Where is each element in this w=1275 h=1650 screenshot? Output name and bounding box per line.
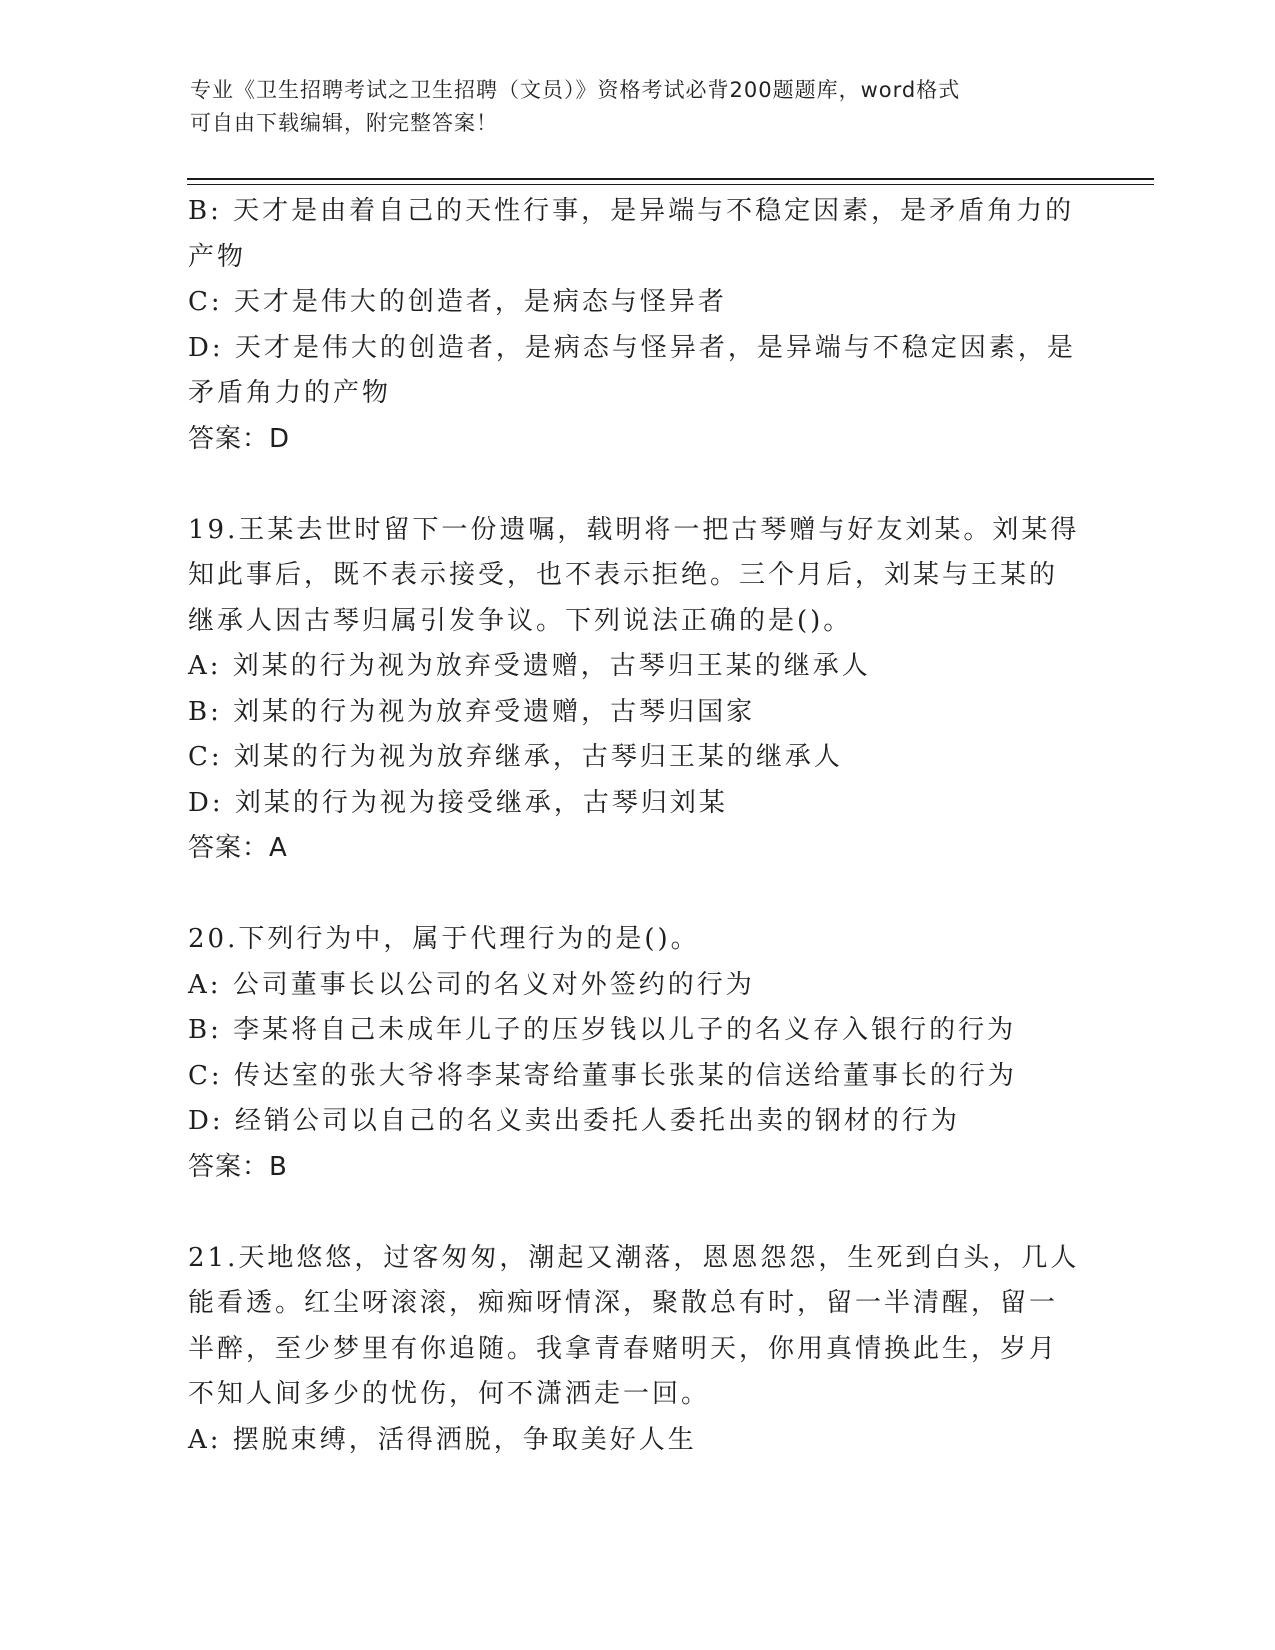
- answer-line: 答案：A: [188, 833, 288, 863]
- option-a: A: 公司董事长以公司的名义对外签约的行为: [188, 969, 755, 1000]
- header-line-2: 可自由下载编辑，附完整答案！: [190, 111, 498, 135]
- document-header: [190, 74, 1090, 140]
- option-c: C: 传达室的张大爷将李某寄给董事长张某的信送给董事长的行为: [188, 1060, 1017, 1091]
- option-c: C: 天才是伟大的创造者，是病态与怪异者: [188, 287, 727, 317]
- option-b: B: 天才是由着自己的天性行事，是异端与不稳定因素，是矛盾角力的: [188, 196, 1075, 226]
- option-a: A: 刘某的行为视为放弃受遗赠，古琴归王某的继承人: [188, 651, 871, 681]
- option-b-continued: 产物: [188, 241, 247, 272]
- header-divider-thick: [187, 178, 1154, 180]
- question-stem-continued: 半醉，至少梦里有你追随。我拿青春赌明天，你用真情换此生，岁月: [188, 1333, 1059, 1364]
- spacer: [188, 462, 1088, 508]
- header-divider-thin: [187, 184, 1154, 185]
- question-stem-continued: 继承人因古琴归属引发争议。下列说法正确的是()。: [188, 605, 853, 636]
- option-d: D: 刘某的行为视为接受继承，古琴归刘某: [188, 787, 728, 818]
- option-d: D: 天才是伟大的创造者，是病态与怪异者，是异端与不稳定因素，是: [188, 332, 1076, 363]
- option-d: D: 经销公司以自己的名义卖出委托人委托出卖的钢材的行为: [188, 1106, 960, 1136]
- question-stem-continued: 知此事后，既不表示接受，也不表示拒绝。三个月后，刘某与王某的: [188, 560, 1059, 590]
- spacer: [188, 872, 1088, 918]
- option-d-continued: 矛盾角力的产物: [188, 378, 392, 408]
- question-stem: 20.下列行为中，属于代理行为的是()。: [188, 924, 700, 954]
- question-19: [188, 508, 1088, 872]
- question-stem: 19.王某去世时留下一份遗嘱，载明将一把古琴赠与好友刘某。刘某得: [188, 514, 1080, 545]
- option-a: A: 摆脱束缚，活得洒脱，争取美好人生: [188, 1424, 697, 1455]
- question-20: [188, 917, 1088, 1190]
- option-c: C: 刘某的行为视为放弃继承，古琴归王某的继承人: [188, 742, 843, 772]
- question-stem-continued: 不知人间多少的忧伤，何不潇洒走一回。: [188, 1379, 711, 1409]
- question-18: [188, 189, 1088, 462]
- answer-line: 答案：D: [188, 423, 291, 454]
- question-21: [188, 1236, 1088, 1464]
- question-stem: 21.天地悠悠，过客匆匆，潮起又潮落，恩恩怨怨，生死到白头，几人: [188, 1242, 1080, 1273]
- option-b: B: 李某将自己未成年儿子的压岁钱以儿子的名义存入银行的行为: [188, 1015, 1017, 1045]
- question-stem-continued: 能看透。红尘呀滚滚，痴痴呀情深，聚散总有时，留一半清醒，留一: [188, 1288, 1059, 1318]
- document-body: [188, 189, 1088, 1463]
- option-b: B: 刘某的行为视为放弃受遗赠，古琴归国家: [188, 696, 756, 727]
- spacer: [188, 1190, 1088, 1236]
- header-line-1: 专业《卫生招聘考试之卫生招聘（文员）》资格考试必背200题题库，word格式: [190, 78, 961, 102]
- answer-line: 答案：B: [188, 1151, 288, 1182]
